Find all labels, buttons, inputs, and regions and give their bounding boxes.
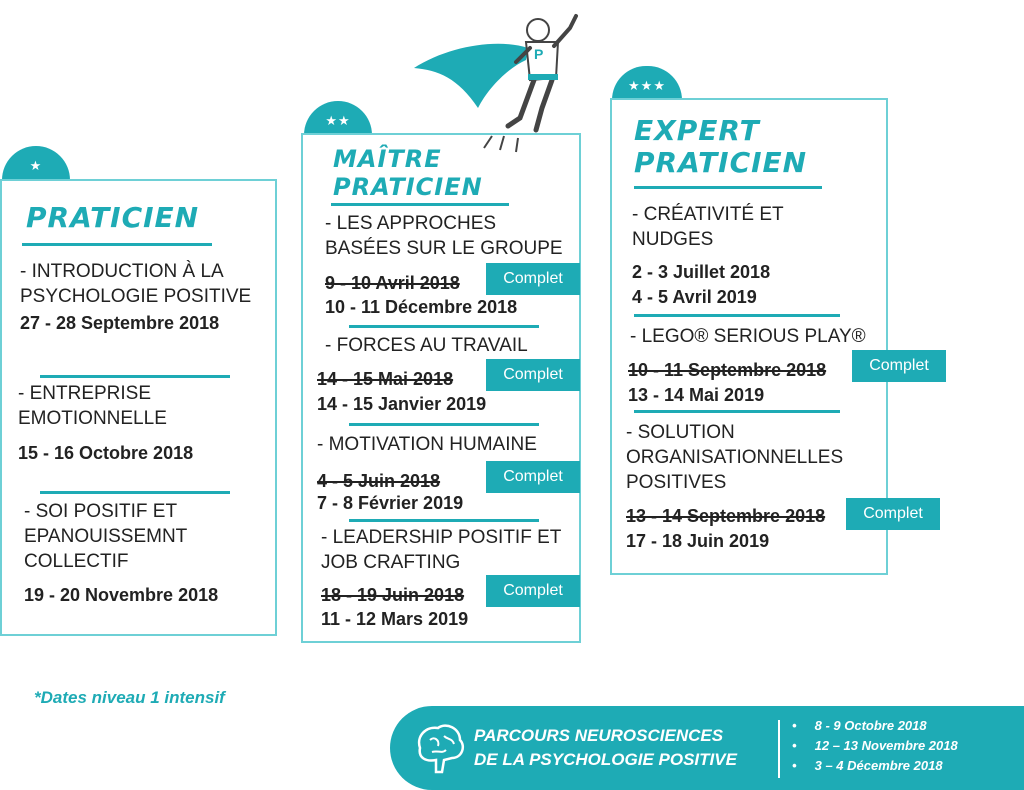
expert-title-line1: EXPERT — [634, 114, 760, 147]
complet-badge: Complet — [852, 350, 946, 382]
expert-title-line2: PRATICIEN — [634, 146, 808, 179]
praticien-card — [0, 179, 277, 636]
brain-icon — [412, 718, 468, 778]
topic-lego-serious-play: - LEGO® SERIOUS PLAY® — [630, 326, 866, 347]
topic-intro-psychologie: - INTRODUCTION À LA PSYCHOLOGIE POSITIVE — [20, 261, 252, 307]
separator — [634, 410, 840, 413]
date-cancelled: 10 - 11 Septembre 2018 — [628, 360, 827, 380]
topic-approches-groupe: - LES APPROCHES BASÉES SUR LE GROUPE — [325, 213, 563, 259]
bullet: • — [792, 738, 797, 753]
date-cancelled: 9 - 10 Avril 2018 — [325, 273, 460, 293]
banner-date: 3 – 4 Décembre 2018 — [814, 758, 943, 773]
level-2-tab: ★★ — [304, 101, 372, 135]
maitre-title-line2: PRATICIEN — [333, 173, 483, 201]
banner-title — [474, 724, 737, 772]
superhero-icon — [408, 8, 588, 158]
topic-creativite-nudges: - CRÉATIVITÉ ET NUDGES — [632, 204, 784, 250]
date-cancelled: 13 - 14 Septembre 2018 — [626, 506, 826, 526]
date-praticien-2: 15 - 16 Octobre 2018 — [18, 443, 194, 463]
separator — [349, 423, 539, 426]
date-expert-1b: 4 - 5 Avril 2019 — [632, 287, 757, 307]
topic-forces-travail: - FORCES AU TRAVAIL — [325, 335, 528, 356]
date-expert-1a: 2 - 3 Juillet 2018 — [632, 262, 771, 282]
date-cancelled: 14 - 15 Mai 2018 — [317, 369, 454, 389]
date-maitre-1: 10 - 11 Décembre 2018 — [325, 297, 518, 317]
level-1-tab: ★ — [2, 146, 70, 180]
complet-badge: Complet — [486, 263, 580, 295]
date-praticien-1: 27 - 28 Septembre 2018 — [20, 313, 220, 333]
date-expert-3: 17 - 18 Juin 2019 — [626, 531, 770, 551]
banner-title-line1: PARCOURS NEUROSCIENCES — [474, 726, 724, 745]
topic-soi-positif: - SOI POSITIF ET EPANOUISSEMNT COLLECTIF — [24, 501, 187, 572]
intensive-dates-note: *Dates niveau 1 intensif — [34, 688, 225, 707]
banner-date-item — [792, 716, 958, 736]
separator — [634, 314, 840, 317]
hero-chest-letter: P — [534, 46, 544, 62]
topic-motivation-humaine: - MOTIVATION HUMAINE — [317, 434, 537, 455]
banner-dates-list — [792, 716, 958, 776]
complet-badge: Complet — [486, 575, 580, 607]
complet-badge: Complet — [486, 359, 580, 391]
complet-badge: Complet — [486, 461, 580, 493]
complet-badge: Complet — [846, 498, 940, 530]
title-underline — [331, 203, 509, 206]
praticien-title: PRATICIEN — [26, 201, 200, 234]
bullet: • — [792, 758, 797, 773]
date-maitre-4: 11 - 12 Mars 2019 — [321, 609, 469, 629]
banner-date-item — [792, 736, 958, 756]
banner-date: 12 – 13 Novembre 2018 — [814, 738, 958, 753]
date-maitre-3: 7 - 8 Février 2019 — [317, 493, 464, 513]
topic-solution-organisationnelles: - SOLUTION ORGANISATIONNELLES POSITIVES — [626, 422, 844, 493]
banner-title-line2: DE LA PSYCHOLOGIE POSITIVE — [474, 750, 737, 769]
date-maitre-2: 14 - 15 Janvier 2019 — [317, 394, 487, 414]
separator — [40, 375, 230, 378]
banner-date: 8 - 9 Octobre 2018 — [814, 718, 927, 733]
level-3-tab: ★★★ — [612, 66, 682, 100]
date-cancelled: 4 - 5 Juin 2018 — [317, 471, 441, 491]
topic-leadership-positif: - LEADERSHIP POSITIF ET JOB CRAFTING — [321, 527, 562, 573]
title-underline — [634, 186, 822, 189]
date-cancelled: 18 - 19 Juin 2018 — [321, 585, 465, 605]
banner-date-item — [792, 756, 958, 776]
separator — [349, 519, 539, 522]
date-expert-2: 13 - 14 Mai 2019 — [628, 385, 765, 405]
separator — [40, 491, 230, 494]
title-underline — [22, 243, 212, 246]
neurosciences-banner — [390, 706, 1024, 790]
topic-entreprise-emotionnelle: - ENTREPRISE EMOTIONNELLE — [18, 383, 167, 429]
date-praticien-3: 19 - 20 Novembre 2018 — [24, 585, 219, 605]
banner-divider — [778, 720, 780, 778]
maitre-title-line1: MAÎTRE — [333, 145, 442, 173]
bullet: • — [792, 718, 797, 733]
separator — [349, 325, 539, 328]
